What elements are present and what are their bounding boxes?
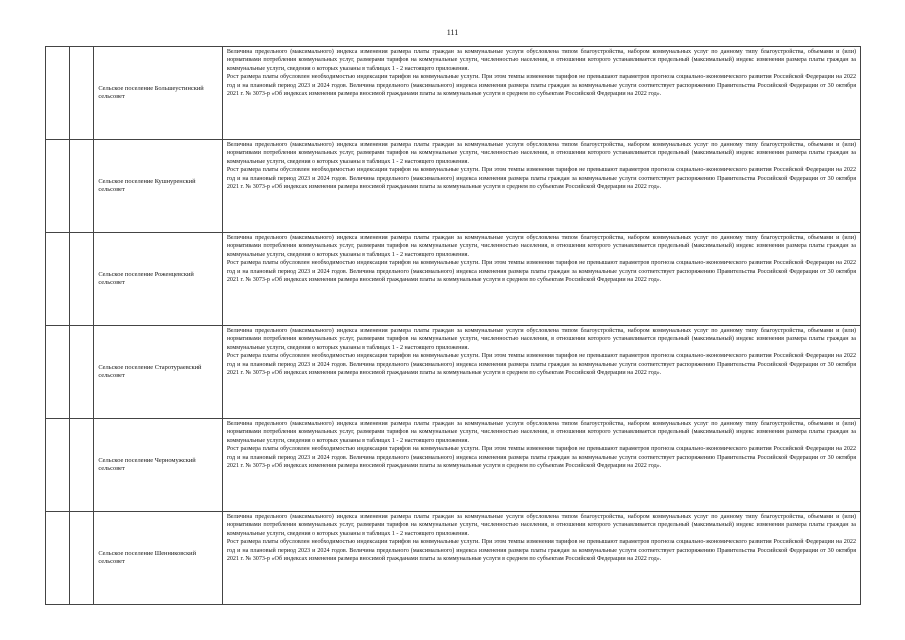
description-paragraph: Величина предельного (максимального) индекса изменения размера платы граждан за коммунальные услуги обусловлена типом благоустройства, набором коммунальных услуг по данному типу благоустройства, объемами и (или) нормативами потребления коммунальных услуг, размерами тарифов на коммунальные услуги, численностью населения, в отношении которого устанавливается предельный (максимальный) индекс изменения размера платы граждан за коммунальные услуги, сведения о которых указаны в таблицах 1 - 2 настоящего приложения. <box>226 421 856 444</box>
description-paragraph: Величина предельного (максимального) индекса изменения размера платы граждан за коммунальные услуги обусловлена типом благоустройства, набором коммунальных услуг по данному типу благоустройства, объемами и (или) нормативами потребления коммунальных услуг, размерами тарифов на коммунальные услуги, численностью населения, в отношении которого устанавливается предельный (максимальный) индекс изменения размера платы граждан за коммунальные услуги, сведения о которых указаны в таблицах 1 - 2 настоящего приложения. <box>226 49 856 72</box>
description-paragraph: Рост размера платы обусловлен необходимостью индексации тарифов на коммунальные услуги. При этом темпы изменения тарифов не превышают параметров прогноза социально-экономического развития Российской Федерации на 2022 год и на плановый период 2023 и 2024 годов. Величина предельного (максимального) индекса изменения размера платы граждан за коммунальные услуги соответствует распоряжению Правительства Российской Федерации от 30 октября 2021 г. № 3073-р «Об индексах изменения размера вносимой гражданами платы за коммунальные услуги в среднем по субъектам Российской Федерации на 2022 год». <box>226 353 856 377</box>
number-cell <box>46 419 70 512</box>
settlement-name: Сельское поселение Роженцевский сельсовет <box>94 233 223 326</box>
description-paragraph: Величина предельного (максимального) индекса изменения размера платы граждан за коммунальные услуги обусловлена типом благоустройства, набором коммунальных услуг по данному типу благоустройства, объемами и (или) нормативами потребления коммунальных услуг, размерами тарифов на коммунальные услуги, численностью населения, в отношении которого устанавливается предельный (максимальный) индекс изменения размера платы граждан за коммунальные услуги, сведения о которых указаны в таблицах 1 - 2 настоящего приложения. <box>226 514 856 537</box>
table-row <box>46 140 861 233</box>
number-cell <box>46 140 70 233</box>
settlement-name: Сельское поселение Черномужский сельсовет <box>94 419 223 512</box>
municipality-cell <box>70 326 94 419</box>
description-cell <box>222 512 860 605</box>
description-paragraph: Рост размера платы обусловлен необходимостью индексации тарифов на коммунальные услуги. При этом темпы изменения тарифов не превышают параметров прогноза социально-экономического развития Российской Федерации на 2022 год и на плановый период 2023 и 2024 годов. Величина предельного (максимального) индекса изменения размера платы граждан за коммунальные услуги соответствует распоряжению Правительства Российской Федерации от 30 октября 2021 г. № 3073-р «Об индексах изменения размера вносимой гражданами платы за коммунальные услуги в среднем по субъектам Российской Федерации на 2022 год». <box>226 74 856 98</box>
municipality-cell <box>70 47 94 140</box>
description-paragraph: Величина предельного (максимального) индекса изменения размера платы граждан за коммунальные услуги обусловлена типом благоустройства, набором коммунальных услуг по данному типу благоустройства, объемами и (или) нормативами потребления коммунальных услуг, размерами тарифов на коммунальные услуги, численностью населения, в отношении которого устанавливается предельный (максимальный) индекс изменения размера платы граждан за коммунальные услуги, сведения о которых указаны в таблицах 1 - 2 настоящего приложения. <box>226 235 856 258</box>
description-paragraph: Рост размера платы обусловлен необходимостью индексации тарифов на коммунальные услуги. При этом темпы изменения тарифов не превышают параметров прогноза социально-экономического развития Российской Федерации на 2022 год и на плановый период 2023 и 2024 годов. Величина предельного (максимального) индекса изменения размера платы граждан за коммунальные услуги соответствует распоряжению Правительства Российской Федерации от 30 октября 2021 г. № 3073-р «Об индексах изменения размера вносимой гражданами платы за коммунальные услуги в среднем по субъектам Российской Федерации на 2022 год». <box>226 539 856 563</box>
municipality-cell <box>70 419 94 512</box>
description-paragraph: Величина предельного (максимального) индекса изменения размера платы граждан за коммунальные услуги обусловлена типом благоустройства, набором коммунальных услуг по данному типу благоустройства, объемами и (или) нормативами потребления коммунальных услуг, размерами тарифов на коммунальные услуги, численностью населения, в отношении которого устанавливается предельный (максимальный) индекс изменения размера платы граждан за коммунальные услуги, сведения о которых указаны в таблицах 1 - 2 настоящего приложения. <box>226 142 856 165</box>
settlement-name: Сельское поселение Старотураевский сельсовет <box>94 326 223 419</box>
settlement-name: Сельское поселение Кушнуренский сельсовет <box>94 140 223 233</box>
description-paragraph: Величина предельного (максимального) индекса изменения размера платы граждан за коммунальные услуги обусловлена типом благоустройства, набором коммунальных услуг по данному типу благоустройства, объемами и (или) нормативами потребления коммунальных услуг, размерами тарифов на коммунальные услуги, численностью населения, в отношении которого устанавливается предельный (максимальный) индекс изменения размера платы граждан за коммунальные услуги, сведения о которых указаны в таблицах 1 - 2 настоящего приложения. <box>226 328 856 351</box>
settlement-name: Сельское поселение Шенниковский сельсовет <box>94 512 223 605</box>
table-row <box>46 419 861 512</box>
description-paragraph: Рост размера платы обусловлен необходимостью индексации тарифов на коммунальные услуги. При этом темпы изменения тарифов не превышают параметров прогноза социально-экономического развития Российской Федерации на 2022 год и на плановый период 2023 и 2024 годов. Величина предельного (максимального) индекса изменения размера платы граждан за коммунальные услуги соответствует распоряжению Правительства Российской Федерации от 30 октября 2021 г. № 3073-р «Об индексах изменения размера вносимой гражданами платы за коммунальные услуги в среднем по субъектам Российской Федерации на 2022 год». <box>226 167 856 191</box>
table-row <box>46 326 861 419</box>
page-number: 111 <box>446 28 459 37</box>
number-cell <box>46 47 70 140</box>
number-cell <box>46 233 70 326</box>
description-paragraph: Рост размера платы обусловлен необходимостью индексации тарифов на коммунальные услуги. При этом темпы изменения тарифов не превышают параметров прогноза социально-экономического развития Российской Федерации на 2022 год и на плановый период 2023 и 2024 годов. Величина предельного (максимального) индекса изменения размера платы граждан за коммунальные услуги соответствует распоряжению Правительства Российской Федерации от 30 октября 2021 г. № 3073-р «Об индексах изменения размера вносимой гражданами платы за коммунальные услуги в среднем по субъектам Российской Федерации на 2022 год». <box>226 446 856 470</box>
settlement-table <box>45 46 861 605</box>
municipality-cell <box>70 140 94 233</box>
number-cell <box>46 512 70 605</box>
municipality-cell <box>70 233 94 326</box>
description-cell <box>222 47 860 140</box>
settlement-name: Сельское поселение Большеустинский сельсовет <box>94 47 223 140</box>
description-cell <box>222 233 860 326</box>
table-row <box>46 233 861 326</box>
table-row <box>46 47 861 140</box>
number-cell <box>46 326 70 419</box>
description-paragraph: Рост размера платы обусловлен необходимостью индексации тарифов на коммунальные услуги. При этом темпы изменения тарифов не превышают параметров прогноза социально-экономического развития Российской Федерации на 2022 год и на плановый период 2023 и 2024 годов. Величина предельного (максимального) индекса изменения размера платы граждан за коммунальные услуги соответствует распоряжению Правительства Российской Федерации от 30 октября 2021 г. № 3073-р «Об индексах изменения размера вносимой гражданами платы за коммунальные услуги в среднем по субъектам Российской Федерации на 2022 год». <box>226 260 856 284</box>
municipality-cell <box>70 512 94 605</box>
description-cell <box>222 419 860 512</box>
description-cell <box>222 140 860 233</box>
description-cell <box>222 326 860 419</box>
table-row <box>46 512 861 605</box>
